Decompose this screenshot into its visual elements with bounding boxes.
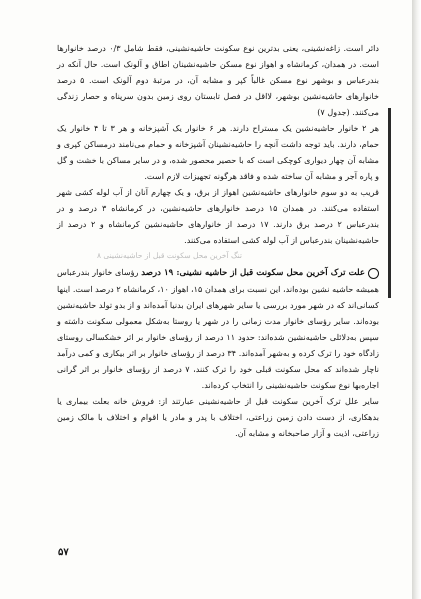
margin-bar xyxy=(388,108,391,298)
section-paragraph xyxy=(57,264,379,393)
paragraph-facilities: هر ۲ خانوار حاشیه‌نشین یک مستراح دارند. هر ۶ خانوار یک آشپزخانه و هر ۳ تا ۴ خانوار یک حمام، دارند. باید توجه داشت آنچه را حاشیه‌نشینان آشپزخانه و حمام می‌نامند درمساکن کپری و مشابه آن چهار دیواری کوچکی است که با حصیر محصور شده، و در سایر مساکن با خشت و گل و پاره آجر و مشابه آن ساخته شده و فاقد هرگونه تجهیزات لازم است. xyxy=(57,123,379,181)
section-body: رؤسای خانوار بندرعباس همیشه حاشیه نشین بوده‌اند، این نسبت برای همدان ۱۵، اهواز ۱۰، کرمانشاه ۲ درصد است. اینها کسانی‌اند که در شهر مورد بررسی یا سایر شهرهای ایران بدنیا آمده‌اند و از بدو تولد حاشیه‌نشین بوده‌اند. سایر رؤسای خانوار مدت زمانی را در شهر یا روستا به‌شکل معمولی سکونت داشته و سپس به‌دلائلی حاشیه‌نشین شده‌اند: حدود ۱۱ درصد از رؤسای خانوار بر اثر خشکسالی روستای زادگاه خود را ترک کرده و به‌شهر آمده‌اند. ۳۴ درصد از رؤسای خانوار بر اثر بیکاری و کمی درآمد ناچار شده‌اند که محل سکونت قبلی خود را ترک کنند، ۷ درصد از رؤسای خانوار بر اثر گرانی اجاره‌بها نوع سکونت حاشیه‌نشینی را انتخاب کرده‌اند. xyxy=(57,267,379,390)
circle-bullet-icon xyxy=(368,268,379,279)
page-edge-shadow xyxy=(412,0,421,599)
paragraph-housing: دائر است. زاغه‌نشینی، یعنی بدترین نوع سکونت حاشیه‌نشینی، فقط شامل ۰/۳ درصد خانوارها است. در همدان، کرمانشاه و اهواز نوع مسکن حاشیه‌نشینان اطاق و آلونک است. حال آنکه در بندرعباس و بوشهر نوع مسکن غالباً کپر و مشابه آن، در مرتبهٔ دوم آلونک است. ۵ درصد خانوارهای حاشیه‌نشین بوشهر، لااقل در فصل تابستان روی زمین بدون سرپناه و حصار زندگی می‌کنند. (جدول ۷) xyxy=(57,43,379,117)
page-number: ۵۷ xyxy=(58,547,69,558)
faint-bleed-through-line: تنگ آخرین محل سکونت قبل از حاشیه‌نشینی ۸ xyxy=(97,251,243,260)
section-heading: علت ترک آخرین محل سکونت قبل از حاشیه نشینی: ۱۹ درصد xyxy=(141,268,365,278)
paragraph-utilities: قریب به دو سوم خانوارهای حاشیه‌نشین اهواز از برق، و یک چهارم آنان از آب لوله کشی شهر استفاده می‌کنند. در همدان ۱۵ درصد خانوارهای حاشیه‌نشین، در کرمانشاه ۳ درصد و در بندرعباس ۲ درصد برق دارند. ۱۷ درصد از خانوارهای حاشیه‌نشین کرمانشاه و ۲ درصد از حاشیه‌نشینان بندرعباس از آب لوله کشی استفاده می‌کنند. xyxy=(57,187,379,245)
text-block xyxy=(57,40,379,441)
paragraph-other-causes: سایر علل ترک آخرین سکونت قبل از حاشیه‌نشینی عبارتند از: فروش خانه بعلت بیماری یا بدهکاری، از دست دادن زمین زراعتی، اختلاف با پدر و مادر یا اقوام و اختلاف با مالک زمین زراعتی، اذیت و آزار صاحبخانه و مشابه آن. xyxy=(57,396,379,438)
